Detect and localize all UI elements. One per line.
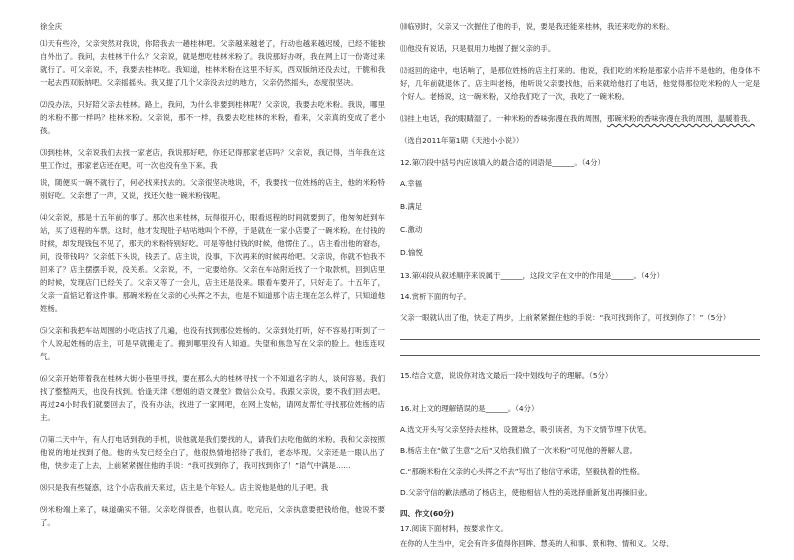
paragraph-3-continued: 说，随便买一碗不就行了，何必找来找去的。父亲很坚决地说，不，我要找一位姓杨的店主，他的米粉特别好吃。父亲想了一声，又说，找还欠他一碗米粉钱呢。 bbox=[40, 178, 385, 200]
question-17-text: 在你的人生当中，定会有许多值得你回眸、慧美的人和事、景和物、情和义。父母、 bbox=[400, 539, 674, 548]
paragraph-10: ⑽临别时，父亲又一次握住了他的手，说，要是我还能来桂林，我还来吃你的米粉。 bbox=[400, 22, 674, 31]
question-15: 15.结合文意，说说你对选文最后一段中划线句子的理解。（5分） bbox=[400, 371, 613, 380]
question-14: 14.赏析下面的句子。 bbox=[400, 292, 471, 301]
answer-space bbox=[400, 390, 760, 402]
question-12: 12.第⑺段中括号内应该填入的最合适的词语是______。（4分） bbox=[400, 158, 605, 167]
answer-line bbox=[400, 354, 760, 356]
paragraph-8: ⑻只是我有些疑惑，这个小店我前天来过，店主是个年轻人。店主说他是他的儿子吧。我 bbox=[40, 483, 329, 492]
q12-option-a: A.幸福 bbox=[400, 179, 423, 188]
paragraph-13 bbox=[400, 112, 760, 125]
section-4-heading: 四、作文(60分) bbox=[400, 509, 454, 518]
underlined-sentence: 那碗米粉的香味弥漫在我的周围，温暖着我。 bbox=[606, 114, 755, 123]
source-note: （选自2011年第1期《天池小小说》） bbox=[400, 136, 524, 145]
question-16: 16.对上文的理解错误的是______。（4分） bbox=[400, 404, 539, 413]
paragraph-1: ⑴天有些冷，父亲突然对我说，你陪我去一趟桂林吧。父亲越来越老了，行动也越来越迟缓，已经不能独自外出了。我问，去桂林干什么？父亲说，就是想吃桂林米粉了。我说那好办呀，我在网上订一份寄过来就行了。可父亲说，不，我要去桂林吃。我知道，桂林米粉在这里不好买，西双版纳还没去过，干脆和我一起去西双版纳吧。父亲摇摇头。我又提了几个父亲没去过的地方，父亲仍然摇头，态度很坚决。 bbox=[40, 39, 385, 87]
q12-option-b: B.满足 bbox=[400, 202, 423, 211]
paragraph-9: ⑼米粉端上来了，味道确实不错。父亲吃得很香，也很认真。吃完后，父亲执意要把钱给他，他说不要了。 bbox=[40, 505, 385, 527]
question-14-quote: 父亲一眼就认出了他，快走了两步，上前紧紧握住他的手说：“我可找到你了，可找到你了！”（5分） bbox=[400, 313, 731, 322]
paragraph-2: ⑵没办法，只好陪父亲去桂林。路上，我问，为什么非要到桂林呢？父亲说，我要去吃米粉。我说，哪里的米粉不都一样吗？桂林米粉。父亲说，那不一样，我要去吃桂林的米粉，看来，父亲真的变成了老小孩。 bbox=[40, 100, 385, 135]
q16-option-b: B.杨店主在“做了生意”之后“又给我们做了一次米粉”可见他的善解人意。 bbox=[400, 446, 638, 455]
left-column bbox=[40, 20, 385, 538]
answer-line bbox=[400, 338, 760, 340]
question-17: 17.阅读下面材料，按要求作文。 bbox=[400, 524, 508, 533]
paragraph-12: ⑿返回的途中，电话响了，是那位姓杨的店主打来的。他说，我们吃的米粉是那家小店并不是他的，他身体不好，几年前就退休了。店主叫老杨，他听说父亲要找他，后来就给他打了电话，他觉得那位吃米粉的人一定是个好人。老杨说，这一碗米粉，又给我们吃了一次，我吃了一碗米粉。 bbox=[400, 66, 760, 101]
paragraph-13-lead: ⒀挂上电话，我的眼睛湿了。一种米粉的香味弥漫在我的周围， bbox=[400, 114, 607, 123]
q16-option-c: C.“那碗米粉在父亲的心头挥之不去”写出了他信守承诺，坚毅执着的性格。 bbox=[400, 467, 645, 476]
q12-option-d: D.愉悦 bbox=[400, 248, 423, 257]
question-13: 13.第⑷段从叙述顺序来说属于______，这段文字在文中的作用是______。（4分） bbox=[400, 271, 665, 280]
right-column bbox=[400, 20, 760, 558]
paragraph-5: ⑸父亲和我把车站周围的小吃店找了几遍，也没有找到那位姓杨的。父亲到处打听，好不容易打听到了一个人说起姓杨的店主，可是早就搬走了。搬到哪里没有人知道。失望和焦急写在父亲的脸上。他连连叹气。 bbox=[40, 326, 385, 361]
q12-option-c: C.激动 bbox=[400, 225, 423, 234]
q16-option-d: D.父亲守信的歉法感动了杨店主，使他相信人性的美选择重新复出再操旧业。 bbox=[400, 488, 652, 497]
paragraph-4: ⑷父亲说，那是十五年前的事了。那次也来桂林，玩得很开心，眼看返程的时间就要到了，他匆匆赶到车站，买了返程的车票。这时，他才发现肚子咕咕地叫个不停，于是就在一家小店要了一碗米粉。在付钱的时候，却发现钱包不见了，那天的米粉特别好吃。可是等他付钱的时候，他愣住了。，店主看出他的窘态，问，没带钱吗？父亲低下头说，钱丢了。店主说，没事，下次再来的时候再给吧。父亲说，你就不怕我不回来了？店主摆摆手说，没关系。父亲说，不，一定要给你。父亲在车站附近找了一个取款机，回到店里的时候，发现店门已经关了。父亲又等了一会儿，店主还是没来。眼看车要开了，只好走了。十五年了，父亲一直惦记着这件事。那碗米粉在父亲的心头挥之不去，也是不知道那个店主现在怎么样了，只知道他姓杨。 bbox=[40, 213, 385, 313]
q16-option-a: A.选文开头写父亲坚持去桂林，设置悬念，吸引读者，为下文情节埋下伏笔。 bbox=[400, 425, 652, 434]
paragraph-3: ⑶到桂林，父亲说我们去找一家老店，我说那好吧，你还记得那家老店吗？父亲说，我记得，当年我在这里工作过，那家老店还在吧，可一次也没有坐下来。我 bbox=[40, 148, 385, 170]
author-name: 徐全庆 bbox=[40, 22, 63, 31]
paragraph-11: ⑾他没有说话，只是很用力地握了握父亲的手。 bbox=[400, 44, 556, 53]
paragraph-7: ⑺第二天中午，有人打电话到我的手机，说他就是我们要找的人，请我们去吃他做的米粉。我和父亲按照他说的地址找到了他。他的头发已经全白了，他很热情地招待了我们，老态毕现。父亲还是一眼认出了他，快步走了上去，上前紧紧握住他的手说：“我可找到你了，我可找到你了！”语气中满是…… bbox=[40, 435, 385, 470]
paragraph-6: ⑹父亲开始带着我在桂林大街小巷里寻找，要在那么大的桂林寻找一个不知道名字的人，谈何容易。我们找了整整两天，也没有找到。恰逢天津《想姐的语文课堂》微信公众号。我跟父亲说，要不我们回去吧。再过24小时我们就要回去了，没有办法，找进了一家网吧，在网上发帖，请网友帮忙寻找那位姓杨的店主。 bbox=[40, 374, 385, 422]
